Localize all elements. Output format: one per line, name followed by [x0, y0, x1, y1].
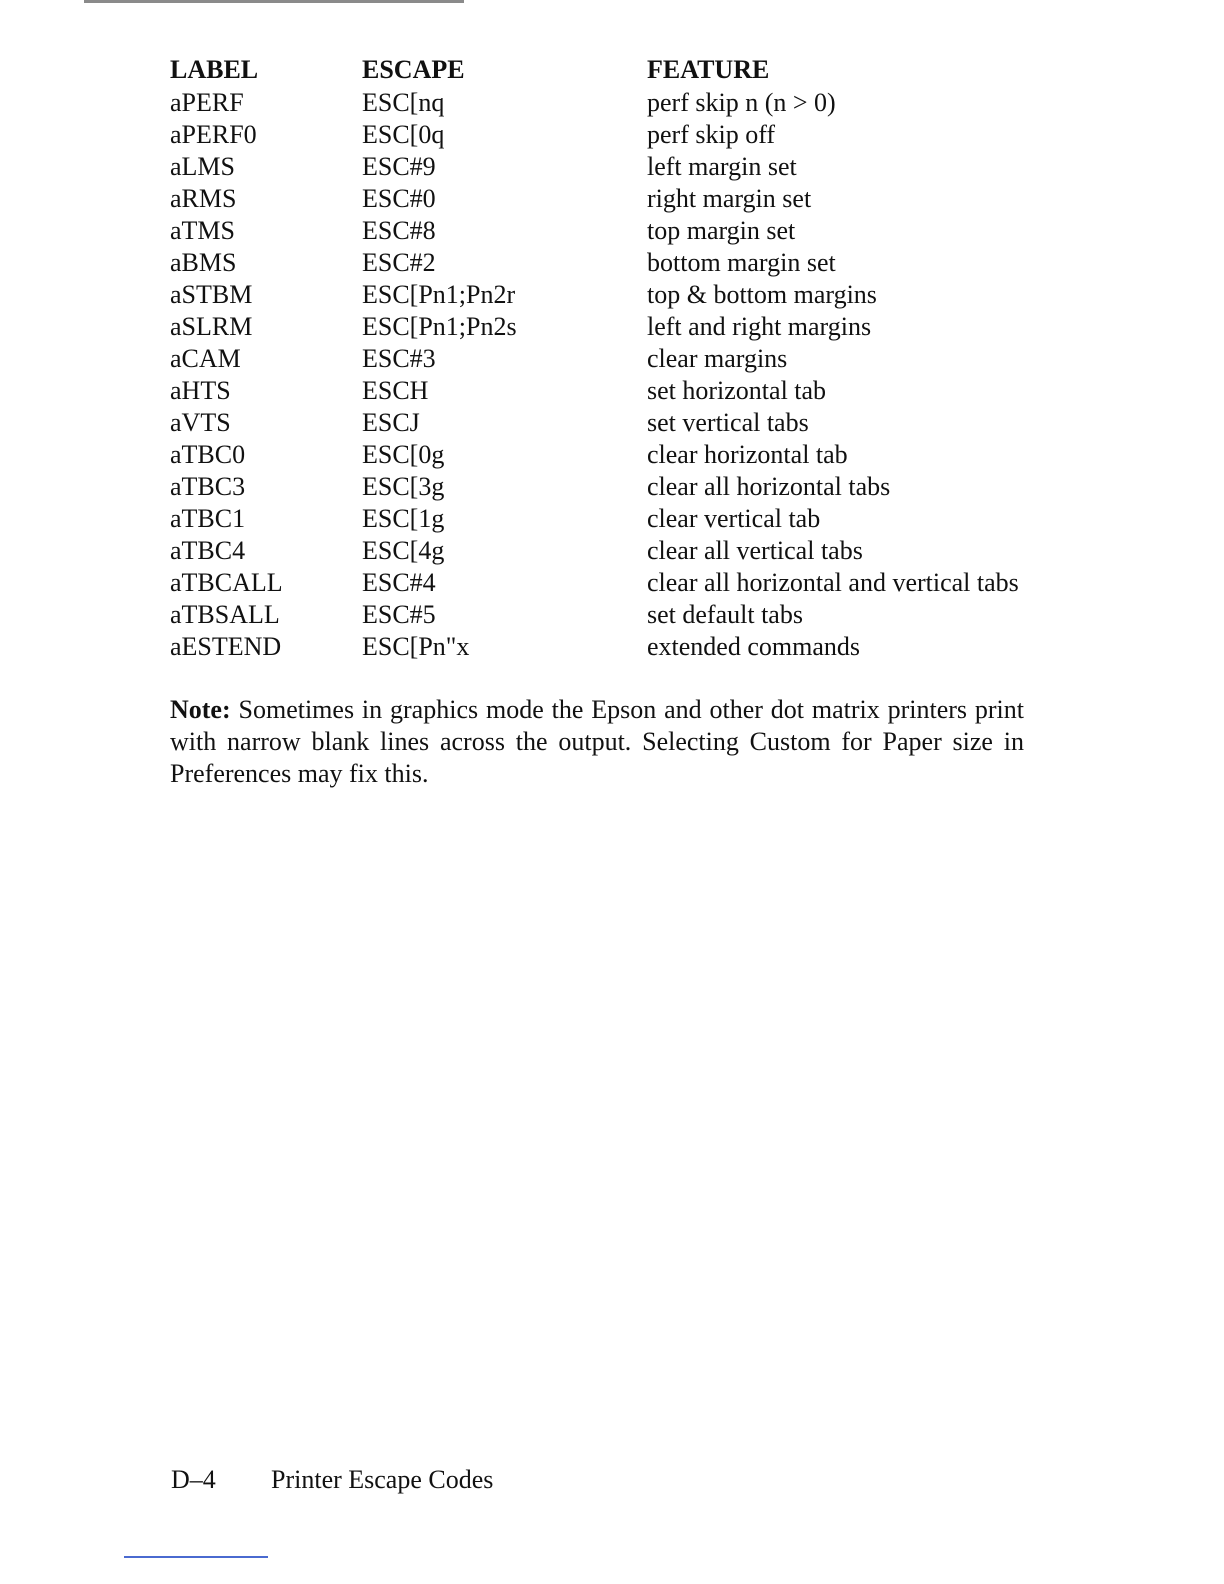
note-paragraph [170, 694, 1024, 790]
row-escape-code: ESC#8 [362, 216, 436, 245]
row-escape-code: ESC#3 [362, 344, 436, 373]
table-row [170, 503, 1040, 535]
header-label: LABEL [170, 55, 259, 84]
table-row [170, 247, 1040, 279]
row-label: aRMS [170, 184, 237, 213]
row-feature: perf skip off [647, 120, 776, 149]
table-header-row [170, 54, 1040, 86]
row-feature: clear all horizontal and vertical tabs [647, 568, 1019, 597]
table-row [170, 215, 1040, 247]
table-row [170, 631, 1040, 663]
row-feature: bottom margin set [647, 248, 836, 277]
row-label: aSTBM [170, 280, 253, 309]
row-label: aTBC0 [170, 440, 246, 469]
row-label: aBMS [170, 248, 237, 277]
row-feature: left margin set [647, 152, 797, 181]
header-escape: ESCAPE [362, 55, 465, 84]
row-escape-code: ESC[3g [362, 472, 445, 501]
row-escape-code: ESC#2 [362, 248, 436, 277]
table-row [170, 183, 1040, 215]
row-feature: right margin set [647, 184, 812, 213]
row-label: aSLRM [170, 312, 253, 341]
page-number: D–4 [171, 1465, 216, 1494]
row-label: aESTEND [170, 632, 282, 661]
row-label: aTBC4 [170, 536, 246, 565]
row-escape-code: ESC#0 [362, 184, 436, 213]
table-row [170, 535, 1040, 567]
table-row [170, 343, 1040, 375]
row-label: aCAM [170, 344, 241, 373]
row-feature: set vertical tabs [647, 408, 809, 437]
row-feature: clear horizontal tab [647, 440, 848, 469]
row-escape-code: ESC#4 [362, 568, 436, 597]
row-label: aVTS [170, 408, 231, 437]
header-feature: FEATURE [647, 55, 770, 84]
row-feature: extended commands [647, 632, 860, 661]
row-feature: clear margins [647, 344, 788, 373]
table-row [170, 151, 1040, 183]
row-feature: top & bottom margins [647, 280, 877, 309]
table-row [170, 375, 1040, 407]
row-escape-code: ESCJ [362, 408, 420, 437]
table-body [170, 87, 1040, 663]
row-label: aTBSALL [170, 600, 280, 629]
row-feature: perf skip n (n > 0) [647, 88, 836, 117]
row-label: aLMS [170, 152, 235, 181]
row-feature: clear vertical tab [647, 504, 821, 533]
bottom-rule [124, 1556, 268, 1558]
row-escape-code: ESC#9 [362, 152, 436, 181]
escape-code-table [170, 54, 1040, 663]
row-label: aTBC3 [170, 472, 246, 501]
section-title: Printer Escape Codes [271, 1465, 494, 1494]
table-row [170, 407, 1040, 439]
table-row [170, 87, 1040, 119]
row-escape-code: ESC[Pn1;Pn2r [362, 280, 516, 309]
row-label: aTMS [170, 216, 235, 245]
row-label: aTBC1 [170, 504, 246, 533]
row-escape-code: ESCH [362, 376, 429, 405]
row-escape-code: ESC[0g [362, 440, 445, 469]
row-escape-code: ESC#5 [362, 600, 436, 629]
row-feature: clear all vertical tabs [647, 536, 863, 565]
table-row [170, 119, 1040, 151]
row-label: aTBCALL [170, 568, 283, 597]
table-row [170, 471, 1040, 503]
row-feature: set default tabs [647, 600, 803, 629]
table-row [170, 311, 1040, 343]
table-row [170, 599, 1040, 631]
row-label: aHTS [170, 376, 231, 405]
top-rule [84, 0, 464, 3]
note-text: Sometimes in graphics mode the Epson and other dot matrix printers print with narrow blank lines across the output. Selecting Custom for Paper size in Preferences may fix this. [170, 695, 1025, 788]
table-row [170, 567, 1040, 599]
row-escape-code: ESC[Pn1;Pn2s [362, 312, 517, 341]
row-escape-code: ESC[Pn"x [362, 632, 470, 661]
row-feature: set horizontal tab [647, 376, 827, 405]
row-label: aPERF0 [170, 120, 257, 149]
table-row [170, 439, 1040, 471]
row-label: aPERF [170, 88, 244, 117]
row-escape-code: ESC[0q [362, 120, 445, 149]
row-feature: left and right margins [647, 312, 872, 341]
table-row [170, 279, 1040, 311]
row-escape-code: ESC[nq [362, 88, 445, 117]
row-escape-code: ESC[1g [362, 504, 445, 533]
row-feature: clear all horizontal tabs [647, 472, 891, 501]
row-feature: top margin set [647, 216, 796, 245]
row-escape-code: ESC[4g [362, 536, 445, 565]
note-label: Note: [170, 695, 231, 724]
